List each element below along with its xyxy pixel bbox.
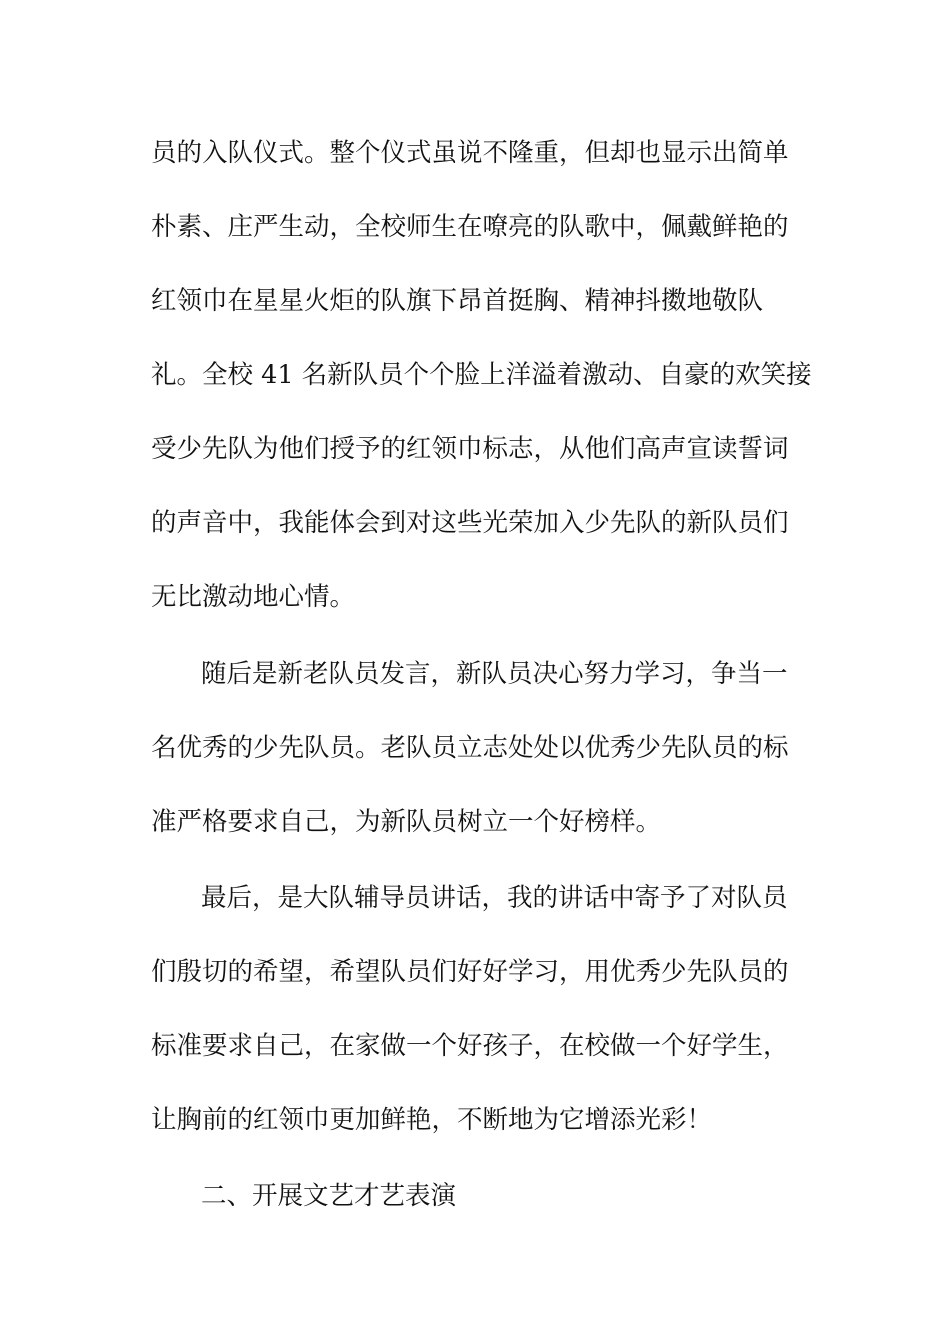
paragraph-line: 员的入队仪式。整个仪式虽说不隆重，但却也显示出简单	[151, 138, 789, 168]
paragraph-line: 随后是新老队员发言，新队员决心努力学习，争当一	[201, 659, 788, 689]
paragraph-line: 朴素、庄严生动，全校师生在嘹亮的队歌中，佩戴鲜艳的	[151, 212, 789, 242]
paragraph-line: 名优秀的少先队员。老队员立志处处以优秀少先队员的标	[151, 733, 789, 763]
paragraph-line: 最后，是大队辅导员讲话，我的讲话中寄予了对队员	[201, 883, 788, 913]
paragraph-line: 让胸前的红领巾更加鲜艳，不断地为它增添光彩！	[151, 1105, 713, 1135]
paragraph-line: 们殷切的希望，希望队员们好好学习，用优秀少先队员的	[151, 957, 789, 987]
paragraph-line: 无比激动地心情。	[151, 582, 356, 612]
paragraph-line: 红领巾在星星火炬的队旗下昂首挺胸、精神抖擞地敬队	[151, 286, 764, 316]
paragraph-line: 的声音中，我能体会到对这些光荣加入少先队的新队员们	[151, 508, 789, 538]
paragraph-line: 标准要求自己，在家做一个好孩子，在校做一个好学生，	[151, 1031, 789, 1061]
section-heading: 二、开展文艺才艺表演	[201, 1181, 457, 1211]
paragraph-line: 礼。全校 41 名新队员个个脸上洋溢着激动、自豪的欢笑接	[151, 360, 812, 390]
paragraph-line: 准严格要求自己，为新队员树立一个好榜样。	[151, 807, 662, 837]
paragraph-line: 受少先队为他们授予的红领巾标志，从他们高声宣读誓词	[151, 434, 789, 464]
